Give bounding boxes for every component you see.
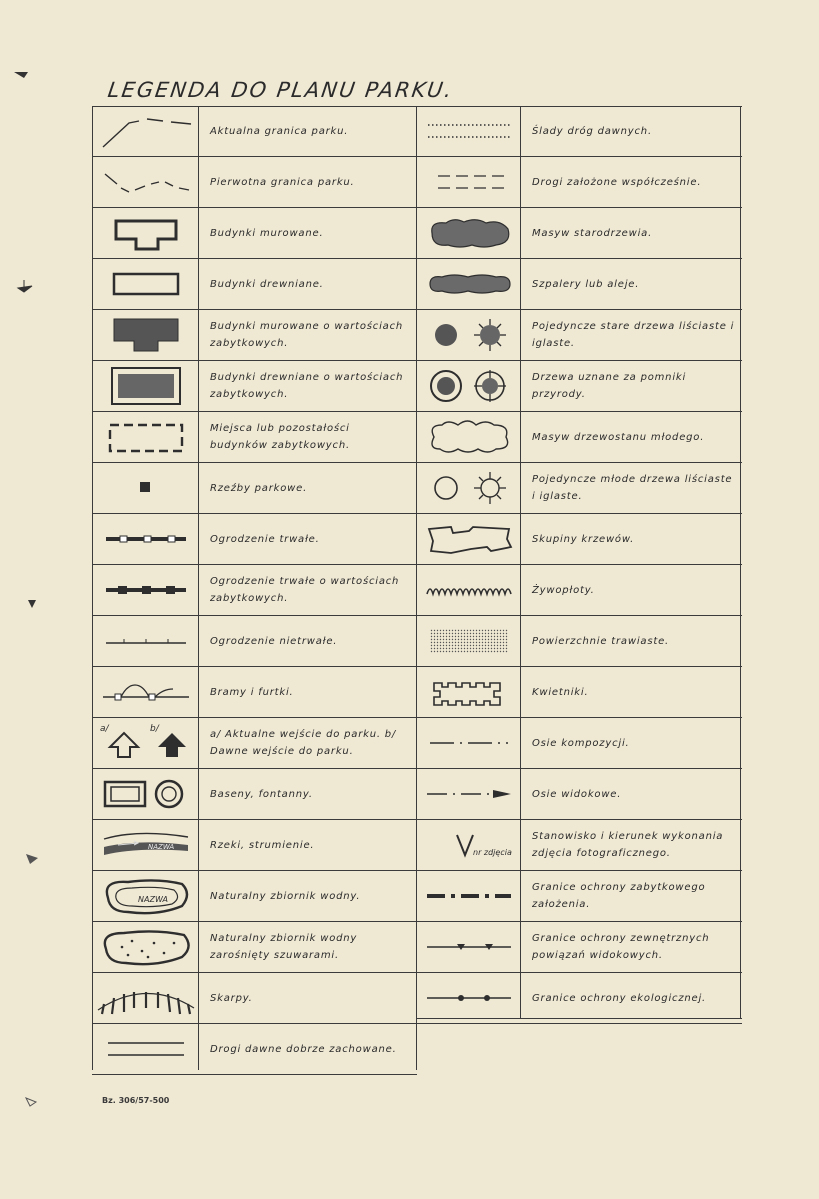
legend-label: Ogrodzenie nietrwałe. [210, 635, 338, 647]
reservoir-name-badge: NAZWA [138, 895, 168, 904]
legend-label: Naturalny zbiornik wodny zarośnięty szuwarami. [210, 933, 358, 961]
brick-building-icon [94, 208, 198, 258]
view-protection-border-icon [418, 922, 520, 972]
legend-row-left [92, 463, 417, 514]
legend-table [92, 106, 742, 1070]
legend-label: Drzewa uznane za pomniki przyrody. [532, 372, 687, 400]
legend-label: Granice ochrony ekologicznej. [532, 992, 707, 1004]
legend-row-right [416, 871, 742, 922]
temporary-fence-icon [94, 616, 198, 666]
legend-row-left [92, 820, 417, 871]
legend-label: Granice ochrony zewnętrznych powiązań widokowych. [532, 933, 710, 961]
legend-label: Budynki drewniane. [210, 278, 324, 290]
legend-label: Żywopłoty. [532, 584, 595, 596]
legend-label: Naturalny zbiornik wodny. [210, 890, 361, 902]
legend-row-right [416, 157, 742, 208]
legend-label: Ogrodzenie trwałe. [210, 533, 320, 545]
legend-label: Skupiny krzewów. [532, 533, 635, 545]
legend-label: Bramy i furtki. [210, 686, 294, 698]
wooden-building-icon [94, 259, 198, 309]
single-young-trees-icon [418, 463, 520, 513]
legend-row-right [416, 769, 742, 820]
legend-label: Pierwotna granica parku. [210, 176, 355, 188]
legend-row-left [92, 973, 417, 1024]
natural-monument-tree-icon [418, 361, 520, 411]
legend-row-right [416, 361, 742, 412]
legend-label: Granice ochrony zabytkowego założenia. [532, 882, 706, 910]
legend-label: Budynki murowane. [210, 227, 324, 239]
legend-row-left [92, 1024, 417, 1075]
legend-row-left [92, 259, 417, 310]
old-road-icon [94, 1024, 198, 1074]
composition-axis-icon [418, 718, 520, 768]
legend-label: Ogrodzenie trwałe o wartościach zabytkowych. [210, 576, 400, 604]
legend-label: Baseny, fontanny. [210, 788, 313, 800]
lawn-icon [418, 616, 520, 666]
legend-label: Pojedyncze stare drzewa liściaste i iglaste. [532, 321, 735, 349]
legend-row-right [416, 514, 742, 565]
current-park-boundary-icon [94, 106, 198, 156]
tag-a: a/ [100, 724, 109, 734]
legend-label: Kwietniki. [532, 686, 589, 698]
flowerbed-icon [418, 667, 520, 717]
tree-alley-icon [418, 259, 520, 309]
legend-row-right [416, 310, 742, 361]
single-old-trees-icon [418, 310, 520, 360]
historic-fence-icon [94, 565, 198, 615]
photo-station-icon [418, 820, 520, 870]
legend-label: Budynki drewniane o wartościach zabytkowych. [210, 372, 404, 400]
old-road-traces-icon [418, 106, 520, 156]
pool-fountain-icon [94, 769, 198, 819]
legend-row-right [416, 718, 742, 769]
legend-row-left [92, 871, 417, 922]
legend-row-right [416, 259, 742, 310]
historic-brick-building-icon [94, 310, 198, 360]
monument-protection-border-icon [418, 871, 520, 921]
legend-label: Ślady dróg dawnych. [532, 125, 652, 137]
legend-label: Rzeźby parkowe. [210, 482, 308, 494]
legend-label: Drogi założone współcześnie. [532, 176, 702, 188]
legend-label: Stanowisko i kierunek wykonania zdjęcia fotograficznego. [532, 831, 724, 859]
legend-label: Aktualna granica parku. [210, 125, 349, 137]
legend-row-left [92, 157, 417, 208]
legend-row-left [92, 769, 417, 820]
legend-label: Budynki murowane o wartościach zabytkowych. [210, 321, 404, 349]
reedy-reservoir-icon [94, 922, 198, 972]
legend-row-right [416, 667, 742, 718]
legend-row-right [416, 412, 742, 463]
view-axis-icon [418, 769, 520, 819]
legend-label: Powierzchnie trawiaste. [532, 635, 670, 647]
permanent-fence-icon [94, 514, 198, 564]
river-name-badge: NAZWA [148, 843, 175, 851]
legend-row-left [92, 616, 417, 667]
shrub-group-icon [418, 514, 520, 564]
building-remains-icon [94, 412, 198, 462]
legend-row-left [92, 565, 417, 616]
legend-row-left [92, 208, 417, 259]
legend-row-left [92, 412, 417, 463]
tag-b: b/ [150, 724, 159, 734]
young-tree-mass-icon [418, 412, 520, 462]
legend-label: Drogi dawne dobrze zachowane. [210, 1043, 397, 1055]
legend-label: Osie kompozycji. [532, 737, 630, 749]
gate-icon [94, 667, 198, 717]
legend-label: Masyw starodrzewia. [532, 227, 653, 239]
legend-label: Szpalery lub aleje. [532, 278, 640, 290]
river-icon [94, 820, 198, 870]
legend-label: Skarpy. [210, 992, 253, 1004]
legend-row-left [92, 361, 417, 412]
ecological-protection-border-icon [418, 973, 520, 1023]
footnote: Bz. 306/57-500 [102, 1096, 170, 1105]
legend-label: a/ Aktualne wejście do parku. b/ Dawne wejście do parku. [210, 729, 397, 757]
water-reservoir-icon [94, 871, 198, 921]
legend-row-left [92, 922, 417, 973]
legend-label: Miejsca lub pozostałości budynków zabytkowych. [210, 423, 350, 451]
legend-label: Pojedyncze młode drzewa liściaste i iglaste. [532, 474, 733, 502]
legend-label: Masyw drzewostanu młodego. [532, 431, 705, 443]
legend-row-left [92, 718, 417, 769]
slope-icon [94, 973, 198, 1023]
legend-row-left [92, 106, 417, 157]
legend-row-right [416, 973, 742, 1024]
entrance-arrows-icon [94, 718, 198, 768]
sculpture-icon [94, 463, 198, 513]
legend-row-left [92, 514, 417, 565]
modern-road-icon [418, 157, 520, 207]
legend-row-right [416, 616, 742, 667]
legend-row-right [416, 106, 742, 157]
legend-row-right [416, 820, 742, 871]
photo-number-badge: nr zdjęcia [473, 848, 512, 857]
hedge-icon [418, 565, 520, 615]
original-park-boundary-icon [94, 157, 198, 207]
punch-marks [10, 60, 50, 1120]
legend-row-left [92, 310, 417, 361]
old-tree-mass-icon [418, 208, 520, 258]
legend-row-right [416, 208, 742, 259]
legend-label: Osie widokowe. [532, 788, 622, 800]
legend-row-right [416, 463, 742, 514]
historic-wooden-building-icon [94, 361, 198, 411]
legend-row-right [416, 565, 742, 616]
page-title: LEGENDA DO PLANU PARKU. [106, 78, 455, 102]
legend-row-right [416, 922, 742, 973]
legend-row-left [92, 667, 417, 718]
legend-label: Rzeki, strumienie. [210, 839, 315, 851]
